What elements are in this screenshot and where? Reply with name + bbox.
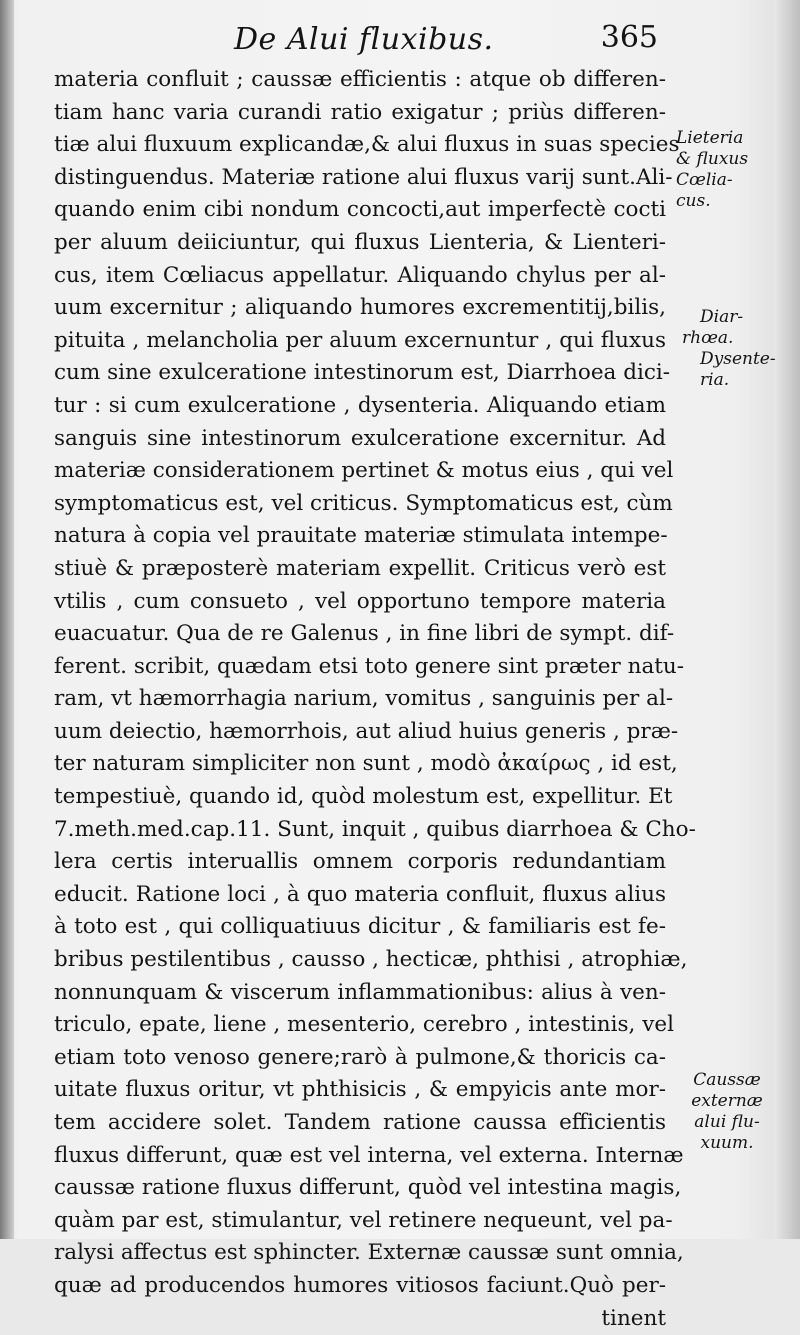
text-line: ferent. scribit, quædam etsi toto genere sint præter natu- [54,653,685,679]
text-line: bribus pestilentibus , causso , hecticæ, phthisi , atrophiæ, [54,947,688,973]
margin-note-line: Cœlia- [676,170,733,190]
text-line: tur : si cum exulceratione , dysenteria. Aliquando etiam [54,392,666,418]
text-line: tempestiuè, quando id, quòd molestum est, expellitur. Et [54,784,673,810]
text-line: lera certis interuallis omnem corporis redundantiam [54,849,666,875]
margin-note-line: Caussæ [693,1070,761,1090]
margin-note-line: Dysente- [700,349,776,369]
text-line: ram, vt hæmorrhagia narium, vomitus , sanguinis per al- [54,686,674,712]
margin-note-caussae [674,1070,780,1154]
text-line: ter naturam simpliciter non sunt , modò ἀκαίρως , id est, [54,751,678,777]
text-line: nonnunquam & viscerum inflammationibus: alius à ven- [54,979,666,1005]
binding-shadow [0,0,14,1239]
text-line: pituita , melancholia per aluum excernuntur , qui fluxus [54,327,666,353]
text-line: tinent [601,1305,666,1331]
text-line: uitate fluxus oritur, vt phthisicis , & empyicis ante mor- [54,1077,666,1103]
text-line: tiam hanc varia curandi ratio exigatur ; priùs differen- [54,99,666,125]
margin-note-line: & fluxus [676,149,749,169]
text-line: ralysi affectus est sphincter. Externæ caussæ sunt omnia, [54,1240,684,1266]
margin-note-line: xuum. [700,1133,754,1153]
running-head: De Alui fluxibus. [234,22,494,57]
text-line: sanguis sine intestinorum exulceratione excernitur. Ad [54,425,666,451]
margin-note-line: Lieteria [676,128,744,148]
text-line: cus, item Cœliacus appellatur. Aliquando chylus per al- [54,262,666,288]
text-line: per aluum deiiciuntur, qui fluxus Lienteria, & Lienteri- [54,229,666,255]
page-edge [774,0,800,1239]
text-line: educit. Ratione loci , à quo materia confluit, fluxus alius [54,881,666,907]
text-line: materiæ considerationem pertinet & motus eius , qui vel [54,458,674,484]
margin-note-line: cus. [676,191,711,211]
page-header [54,20,664,60]
text-line: fluxus differunt, quæ est vel interna, vel externa. Internæ [54,1142,684,1168]
text-line: uum excernitur ; aliquando humores excrementitij,bilis, [54,295,666,321]
text-line: uum deiectio, hæmorrhois, aut aliud huius generis , præ- [54,718,679,744]
text-line: distinguendus. Materiæ ratione alui fluxus varij sunt.Ali- [54,164,673,190]
text-line: quando enim cibi nondum concocti,aut imperfectè cocti [54,197,666,223]
text-line: symptomaticus est, vel criticus. Symptomaticus est, cùm [54,490,673,516]
text-line: triculo, epate, liene , mesenterio, cerebro , intestinis, vel [54,1012,674,1038]
margin-note-lienteria [676,128,748,212]
text-line: vtilis , cum consueto , vel opportuno tempore materia [54,588,666,614]
text-line: cum sine exulceratione intestinorum est, Diarrhoea dici- [54,360,671,386]
margin-note-line: ria. [700,370,730,390]
text-line: materia confluit ; caussæ efficientis : atque ob differen- [54,67,666,92]
margin-note-line: rhœa. [682,328,734,348]
text-line: quæ ad producendos humores vitiosos faciunt.Quò per- [54,1272,666,1298]
text-line: 7.meth.med.cap.11. Sunt, inquit , quibus diarrhoea & Cho- [54,816,696,842]
text-line: quàm par est, stimulantur, vel retinere nequeunt, vel pa- [54,1207,673,1233]
text-line: euacuatur. Qua de re Galenus , in fine libri de sympt. dif- [54,621,675,647]
text-line: à toto est , qui colliquatiuus dicitur , & familiaris est fe- [54,914,666,940]
text-line: natura à copia vel prauitate materiæ stimulata intempe- [54,523,668,549]
page-number: 365 [600,20,658,55]
margin-note-diarrhoea [682,307,776,391]
text-line: stiuè & præposterè materiam expellit. Criticus verò est [54,555,666,581]
margin-note-line: externæ [691,1091,763,1111]
margin-note-line: alui flu- [694,1112,760,1132]
text-line: caussæ ratione fluxus differunt, quòd vel intestina magis, [54,1175,682,1201]
margin-note-line: Diar- [700,307,744,327]
body-text [54,64,696,1335]
text-line: tem accidere solet. Tandem ratione caussa efficientis [54,1110,666,1135]
text-line: tiæ alui fluxuum explicandæ,& alui fluxus in suas species [54,132,680,158]
text-line: etiam toto venoso genere;rarò à pulmone,& thoricis ca- [54,1044,666,1070]
